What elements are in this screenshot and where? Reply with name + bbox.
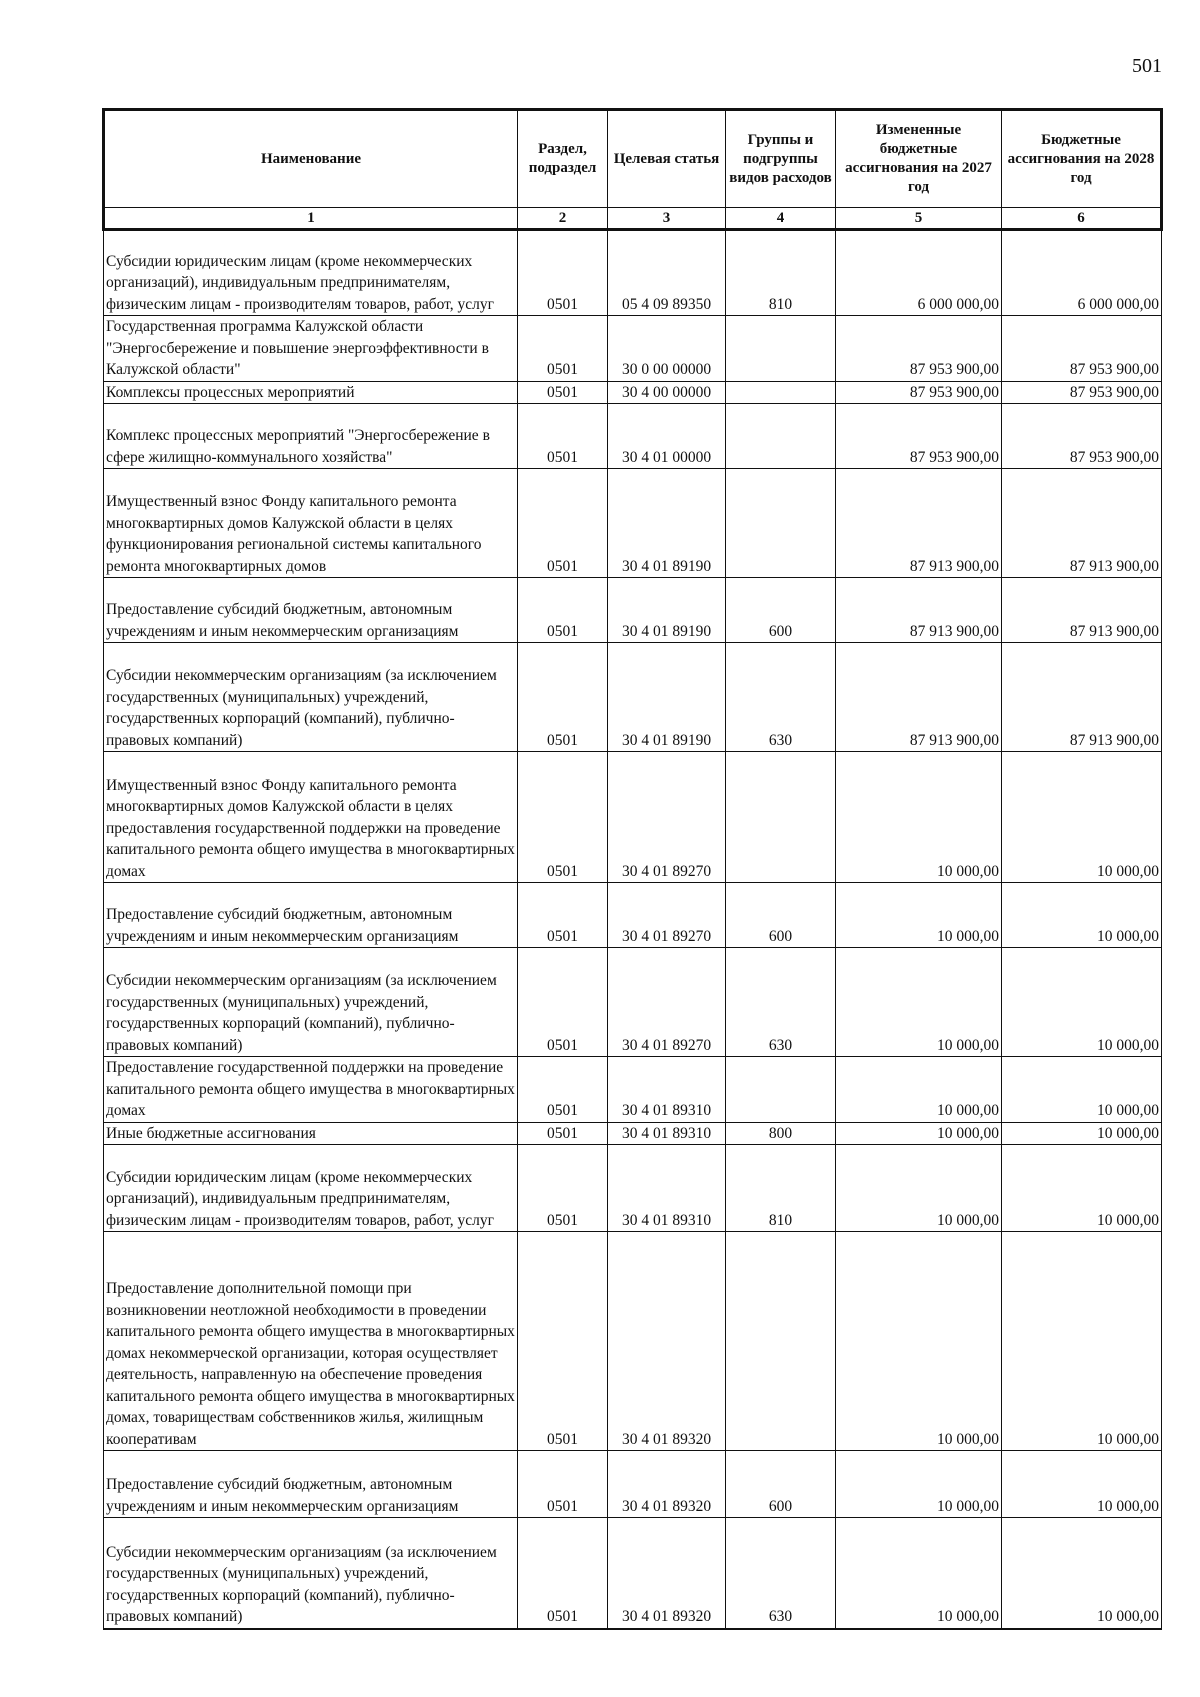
row-value-2027: 87 953 900,00 bbox=[836, 381, 1002, 404]
header-col-number: 6 bbox=[1002, 208, 1162, 230]
row-section: 0501 bbox=[518, 316, 608, 382]
row-value-2028: 6 000 000,00 bbox=[1002, 230, 1162, 316]
row-value-2027: 10 000,00 bbox=[836, 1145, 1002, 1232]
header-col-number: 5 bbox=[836, 208, 1002, 230]
row-code: 30 4 01 89310 bbox=[608, 1057, 726, 1123]
row-name: Государственная программа Калужской области "Энергосбережение и повышение энергоэффективности в Калужской области" bbox=[104, 316, 518, 382]
row-value-2028: 87 913 900,00 bbox=[1002, 578, 1162, 643]
row-group bbox=[726, 381, 836, 404]
row-value-2027: 6 000 000,00 bbox=[836, 230, 1002, 316]
row-value-2027: 10 000,00 bbox=[836, 1122, 1002, 1145]
row-code: 30 4 01 89190 bbox=[608, 578, 726, 643]
row-section: 0501 bbox=[518, 643, 608, 752]
row-value-2027: 87 913 900,00 bbox=[836, 578, 1002, 643]
row-value-2027: 10 000,00 bbox=[836, 1232, 1002, 1451]
header-col-number: 2 bbox=[518, 208, 608, 230]
row-value-2028: 10 000,00 bbox=[1002, 752, 1162, 883]
row-section: 0501 bbox=[518, 1057, 608, 1123]
table-row bbox=[104, 1451, 1162, 1518]
row-group: 630 bbox=[726, 643, 836, 752]
row-value-2028: 87 953 900,00 bbox=[1002, 404, 1162, 469]
row-code: 30 4 01 89320 bbox=[608, 1451, 726, 1518]
row-value-2028: 10 000,00 bbox=[1002, 1232, 1162, 1451]
header-target: Целевая статья bbox=[608, 110, 726, 208]
row-name: Комплекс процессных мероприятий "Энергосбережение в сфере жилищно-коммунального хозяйства" bbox=[104, 404, 518, 469]
row-value-2027: 87 913 900,00 bbox=[836, 643, 1002, 752]
row-name: Субсидии юридическим лицам (кроме некоммерческих организаций), индивидуальным предпринимателям, физическим лицам - производителям товаров, работ, услуг bbox=[104, 1145, 518, 1232]
table-row bbox=[104, 1122, 1162, 1145]
row-group: 810 bbox=[726, 230, 836, 316]
header-budget-2028: Бюджетные ассигнования на 2028 год bbox=[1002, 110, 1162, 208]
row-value-2028: 10 000,00 bbox=[1002, 1145, 1162, 1232]
header-col-number: 3 bbox=[608, 208, 726, 230]
row-value-2027: 10 000,00 bbox=[836, 1518, 1002, 1629]
row-value-2027: 10 000,00 bbox=[836, 752, 1002, 883]
row-section: 0501 bbox=[518, 1451, 608, 1518]
row-group bbox=[726, 404, 836, 469]
header-groups: Группы и подгруппы видов расходов bbox=[726, 110, 836, 208]
row-name: Предоставление субсидий бюджетным, автономным учреждениям и иным некоммерческим организациям bbox=[104, 578, 518, 643]
header-name: Наименование bbox=[104, 110, 518, 208]
header-col-number: 4 bbox=[726, 208, 836, 230]
table-row bbox=[104, 381, 1162, 404]
row-value-2028: 10 000,00 bbox=[1002, 883, 1162, 948]
row-value-2028: 10 000,00 bbox=[1002, 1122, 1162, 1145]
row-value-2028: 87 953 900,00 bbox=[1002, 381, 1162, 404]
row-group: 600 bbox=[726, 578, 836, 643]
table-row bbox=[104, 316, 1162, 382]
row-section: 0501 bbox=[518, 752, 608, 883]
row-section: 0501 bbox=[518, 578, 608, 643]
row-code: 30 4 01 89320 bbox=[608, 1518, 726, 1629]
row-group bbox=[726, 1057, 836, 1123]
row-group bbox=[726, 316, 836, 382]
row-name: Предоставление государственной поддержки на проведение капитального ремонта общего имущества в многоквартирных домах bbox=[104, 1057, 518, 1123]
row-value-2028: 10 000,00 bbox=[1002, 1057, 1162, 1123]
row-value-2028: 10 000,00 bbox=[1002, 1451, 1162, 1518]
row-value-2027: 87 953 900,00 bbox=[836, 316, 1002, 382]
row-code: 30 4 01 89190 bbox=[608, 643, 726, 752]
row-group bbox=[726, 1232, 836, 1451]
table-row bbox=[104, 1057, 1162, 1123]
row-code: 30 4 01 89270 bbox=[608, 948, 726, 1057]
row-name: Предоставление дополнительной помощи при возникновении неотложной необходимости в проведении капитального ремонта общего имущества в многоквартирных домах некоммерческой организации, которая осуществляет деятельность, направленную на обеспечение проведения капитального ремонта общего имущества в многоквартирных домах, товариществам собственников жилья, жилищным кооперативам bbox=[104, 1232, 518, 1451]
table-row bbox=[104, 883, 1162, 948]
row-group: 800 bbox=[726, 1122, 836, 1145]
table-row bbox=[104, 469, 1162, 578]
table-row bbox=[104, 1518, 1162, 1629]
row-code: 30 4 01 89270 bbox=[608, 752, 726, 883]
row-name: Субсидии некоммерческим организациям (за исключением государственных (муниципальных) учреждений, государственных корпораций (компаний), публично-правовых компаний) bbox=[104, 948, 518, 1057]
row-group bbox=[726, 752, 836, 883]
header-changed-2027: Измененные бюджетные ассигнования на 2027 год bbox=[836, 110, 1002, 208]
row-section: 0501 bbox=[518, 883, 608, 948]
row-name: Имущественный взнос Фонду капитального ремонта многоквартирных домов Калужской области в целях предоставления государственной поддержки на проведение капитального ремонта общего имущества в многоквартирных домах bbox=[104, 752, 518, 883]
header-col-number: 1 bbox=[104, 208, 518, 230]
row-group: 600 bbox=[726, 883, 836, 948]
row-name: Субсидии юридическим лицам (кроме некоммерческих организаций), индивидуальным предпринимателям, физическим лицам - производителям товаров, работ, услуг bbox=[104, 230, 518, 316]
row-group: 810 bbox=[726, 1145, 836, 1232]
row-section: 0501 bbox=[518, 469, 608, 578]
table-row bbox=[104, 230, 1162, 316]
row-section: 0501 bbox=[518, 1518, 608, 1629]
row-value-2028: 87 913 900,00 bbox=[1002, 469, 1162, 578]
row-name: Иные бюджетные ассигнования bbox=[104, 1122, 518, 1145]
budget-table bbox=[102, 108, 1163, 1630]
row-code: 30 0 00 00000 bbox=[608, 316, 726, 382]
row-code: 05 4 09 89350 bbox=[608, 230, 726, 316]
row-value-2027: 10 000,00 bbox=[836, 1057, 1002, 1123]
row-name: Предоставление субсидий бюджетным, автономным учреждениям и иным некоммерческим организациям bbox=[104, 883, 518, 948]
row-name: Субсидии некоммерческим организациям (за исключением государственных (муниципальных) учреждений, государственных корпораций (компаний), публично-правовых компаний) bbox=[104, 1518, 518, 1629]
row-group bbox=[726, 469, 836, 578]
row-section: 0501 bbox=[518, 1122, 608, 1145]
row-section: 0501 bbox=[518, 1232, 608, 1451]
row-name: Комплексы процессных мероприятий bbox=[104, 381, 518, 404]
row-value-2027: 10 000,00 bbox=[836, 1451, 1002, 1518]
row-value-2027: 10 000,00 bbox=[836, 883, 1002, 948]
table-row bbox=[104, 948, 1162, 1057]
row-value-2027: 87 953 900,00 bbox=[836, 404, 1002, 469]
table-row bbox=[104, 1145, 1162, 1232]
row-code: 30 4 01 89190 bbox=[608, 469, 726, 578]
row-group: 630 bbox=[726, 948, 836, 1057]
row-value-2028: 87 913 900,00 bbox=[1002, 643, 1162, 752]
row-code: 30 4 01 89270 bbox=[608, 883, 726, 948]
table-row bbox=[104, 752, 1162, 883]
page-number: 501 bbox=[1132, 55, 1162, 77]
row-group: 630 bbox=[726, 1518, 836, 1629]
row-value-2028: 87 953 900,00 bbox=[1002, 316, 1162, 382]
row-section: 0501 bbox=[518, 381, 608, 404]
table-row bbox=[104, 643, 1162, 752]
row-section: 0501 bbox=[518, 230, 608, 316]
row-section: 0501 bbox=[518, 404, 608, 469]
row-value-2028: 10 000,00 bbox=[1002, 1518, 1162, 1629]
row-value-2027: 10 000,00 bbox=[836, 948, 1002, 1057]
table-row bbox=[104, 404, 1162, 469]
row-code: 30 4 00 00000 bbox=[608, 381, 726, 404]
row-name: Субсидии некоммерческим организациям (за исключением государственных (муниципальных) учреждений, государственных корпораций (компаний), публично-правовых компаний) bbox=[104, 643, 518, 752]
row-section: 0501 bbox=[518, 1145, 608, 1232]
row-name: Имущественный взнос Фонду капитального ремонта многоквартирных домов Калужской области в целях функционирования региональной системы капитального ремонта многоквартирных домов bbox=[104, 469, 518, 578]
table-row bbox=[104, 578, 1162, 643]
row-name: Предоставление субсидий бюджетным, автономным учреждениям и иным некоммерческим организациям bbox=[104, 1451, 518, 1518]
row-section: 0501 bbox=[518, 948, 608, 1057]
row-code: 30 4 01 89310 bbox=[608, 1145, 726, 1232]
table-row bbox=[104, 1232, 1162, 1451]
row-value-2027: 87 913 900,00 bbox=[836, 469, 1002, 578]
row-code: 30 4 01 89320 bbox=[608, 1232, 726, 1451]
row-code: 30 4 01 89310 bbox=[608, 1122, 726, 1145]
row-value-2028: 10 000,00 bbox=[1002, 948, 1162, 1057]
row-code: 30 4 01 00000 bbox=[608, 404, 726, 469]
header-section: Раздел, подраздел bbox=[518, 110, 608, 208]
row-group: 600 bbox=[726, 1451, 836, 1518]
table-body bbox=[104, 230, 1162, 1629]
